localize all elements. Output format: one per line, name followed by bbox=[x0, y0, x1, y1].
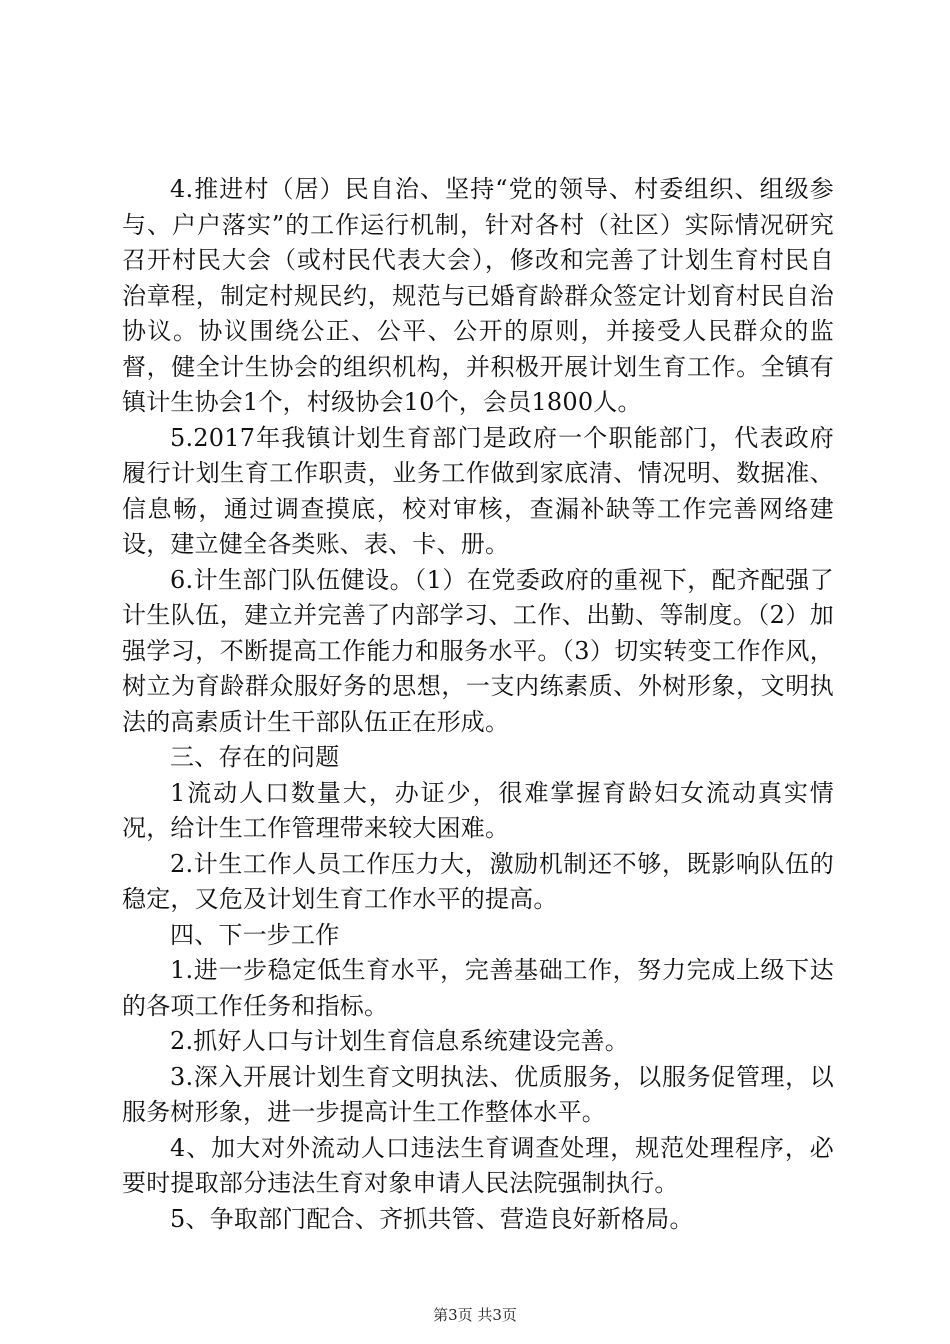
next-step-item-5: 5、争取部门配合、齐抓共管、营造良好新格局。 bbox=[170, 1204, 694, 1233]
document-body bbox=[122, 172, 834, 1237]
next-step-item-1: 1.进一步稳定低生育水平，完善基础工作，努力完成上级下达的各项工作任务和指标。 bbox=[122, 956, 834, 1020]
problem-item-2: 2.计生工作人员工作压力大，激励机制还不够，既影响队伍的稳定，又危及计划生育工作水平的提高。 bbox=[122, 849, 834, 913]
section-heading-problems: 三、存在的问题 bbox=[170, 743, 340, 771]
page-number-footer: 第3页 共3页 bbox=[433, 1306, 517, 1324]
paragraph-6-team-building: 6.计生部门队伍健设。（1）在党委政府的重视下，配齐配强了计生队伍，建立并完善了内部学习、工作、出勤、等制度。（2）加强学习，不断提高工作能力和服务水平。（3）切实转变工作作风，树立为育龄群众服好务的思想，一支内练素质、外树形象，文明执法的高素质计生干部队伍正在形成。 bbox=[122, 565, 834, 736]
paragraph-4-village-autonomy: 4.推进村（居）民自治、坚持“党的领导、村委组织、组级参与、户户落实”的工作运行机制，针对各村（社区）实际情况研究召开村民大会（或村民代表大会），修改和完善了计划生育村民自治章程，制定村规民约，规范与已婚育龄群众签定计划育村民自治协议。协议围绕公正、公平、公开的原则，并接受人民群众的监督，健全计生协会的组织机构，并积极开展计划生育工作。全镇有镇计生协会1个，村级协会10个，会员1800人。 bbox=[122, 175, 834, 416]
section-heading-next-steps: 四、下一步工作 bbox=[170, 920, 340, 949]
paragraph-5-department-duties: 5.2017年我镇计划生育部门是政府一个职能部门，代表政府履行计划生育工作职责，业务工作做到家底清、情况明、数据准、信息畅，通过调查摸底，校对审核，查漏补缺等工作完善网络建设，建立健全各类账、表、卡、册。 bbox=[122, 423, 834, 558]
next-step-item-3: 3.深入开展计划生育文明执法、优质服务，以服务促管理，以服务树形象，进一步提高计生工作整体水平。 bbox=[122, 1062, 834, 1126]
next-step-item-4: 4、加大对外流动人口违法生育调查处理，规范处理程序，必要时提取部分违法生育对象申请人民法院强制执行。 bbox=[122, 1133, 834, 1197]
problem-item-1: 1流动人口数量大，办证少，很难掌握育龄妇女流动真实情况，给计生工作管理带来较大困难。 bbox=[122, 778, 834, 842]
next-step-item-2: 2.抓好人口与计划生育信息系统建设完善。 bbox=[170, 1027, 629, 1055]
